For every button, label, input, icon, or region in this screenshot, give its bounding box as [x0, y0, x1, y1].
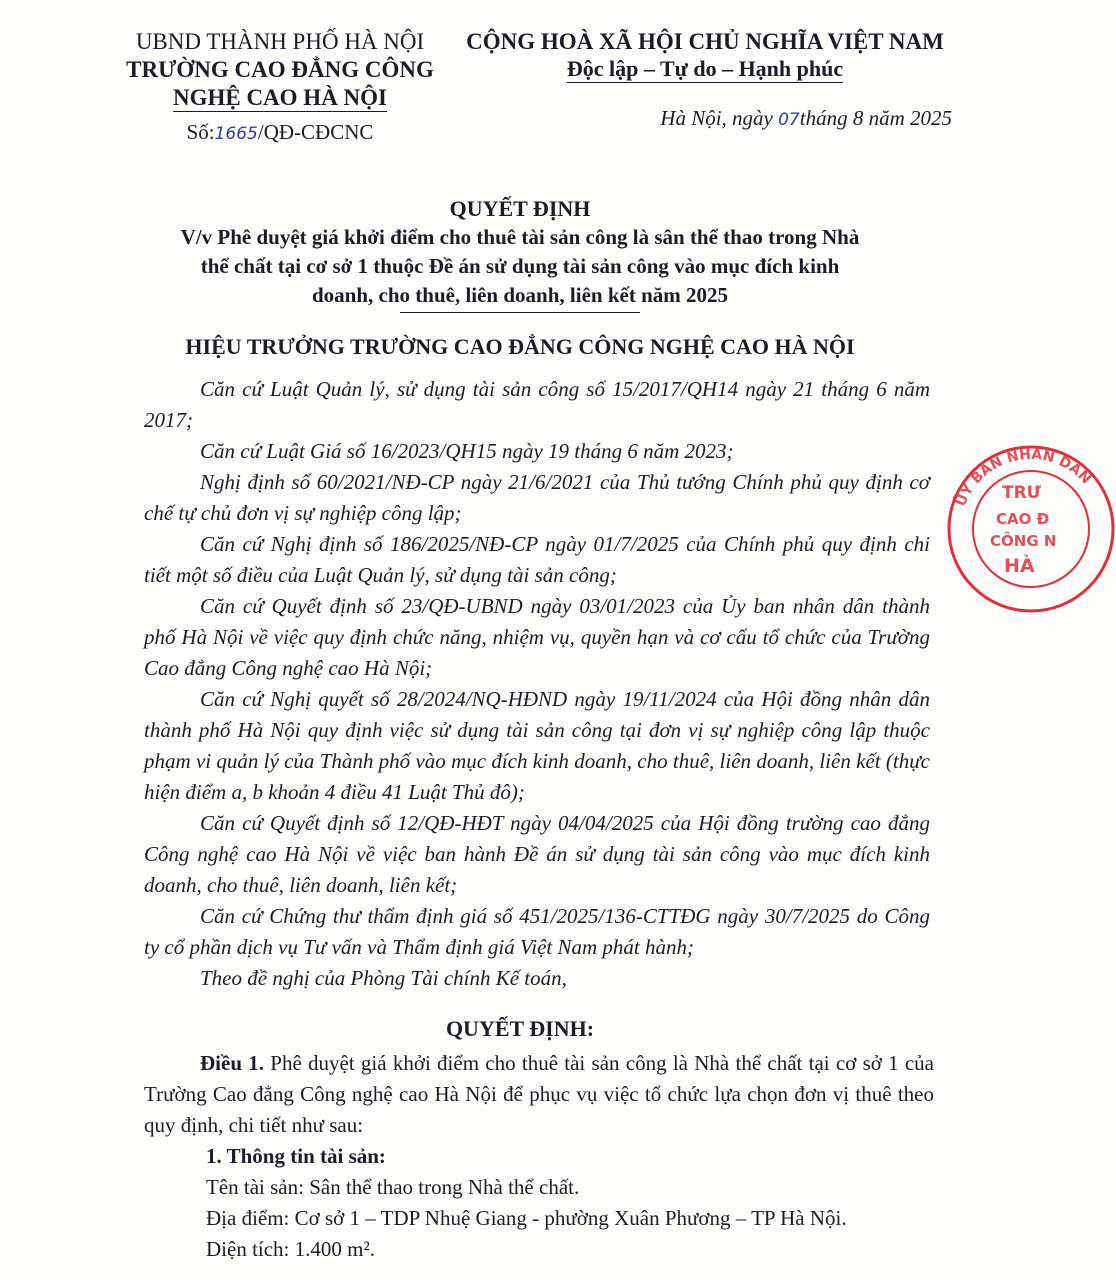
nation-name: CỘNG HOÀ XÃ HỘI CHỦ NGHĨA VIỆT NAM	[466, 29, 944, 54]
agency-name: UBND THÀNH PHỐ HÀ NỘI	[135, 29, 425, 54]
document-type: QUYẾT ĐỊNH	[449, 196, 591, 221]
decides-heading: QUYẾT ĐỊNH:	[445, 1016, 595, 1041]
asset-area: Diện tích: 1.400 m².	[206, 1237, 376, 1261]
section-1-heading: 1. Thông tin tài sản:	[206, 1144, 386, 1168]
doc-no-handwritten: 1665	[214, 124, 258, 144]
basis-item: Căn cứ Luật Giá số 16/2023/QH15 ngày 19 tháng 6 năm 2023;	[200, 439, 734, 463]
doc-no-prefix: Số:	[186, 120, 215, 144]
basis-item: Nghị định số 60/2021/NĐ-CP ngày 21/6/2021 của Thủ tướng Chính phủ quy định cơ chế tự chủ đơn vị sự nghiệp công lập;	[144, 470, 930, 525]
national-motto: Độc lập – Tự do – Hạnh phúc	[566, 56, 844, 81]
asset-name: Tên tài sản: Sân thể thao trong Nhà thể chất.	[206, 1175, 580, 1199]
subject-line-3: doanh, cho thuê, liên doanh, liên kết năm 2025	[311, 283, 728, 307]
subject-line-2: thể chất tại cơ sở 1 thuộc Đề án sử dụng tài sản công vào mục đích kinh	[200, 254, 840, 278]
basis-item: Theo đề nghị của Phòng Tài chính Kế toán,	[200, 966, 567, 990]
subject-line-1: V/v Phê duyệt giá khởi điểm cho thuê tài sản công là sân thể thao trong Nhà	[180, 225, 860, 249]
issuing-agency-block	[110, 28, 450, 148]
subject-underline	[400, 312, 640, 313]
date-day-handwritten: 07	[778, 110, 800, 130]
basis-item: Căn cứ Chứng thư thẩm định giá số 451/2025/136-CTTĐG ngày 30/7/2025 do Công ty cổ phần dịch vụ Tư vấn và Thẩm định giá Việt Nam phát hành;	[144, 904, 930, 959]
basis-item: Căn cứ Nghị định số 186/2025/NĐ-CP ngày 01/7/2025 của Chính phủ quy định chi tiết một số điều của Luật Quản lý, sử dụng tài sản công;	[144, 532, 930, 587]
national-header-block	[450, 28, 960, 134]
date-suffix: tháng 8 năm 2025	[799, 106, 952, 130]
place-date	[450, 104, 960, 134]
basis-item: Căn cứ Luật Quản lý, sử dụng tài sản công số 15/2017/QH14 ngày 21 tháng 6 năm 2017;	[144, 377, 930, 432]
seal-center-line-2: CAO Đ	[996, 510, 1050, 528]
asset-location: Địa điểm: Cơ sở 1 – TDP Nhuệ Giang - phường Xuân Phương – TP Hà Nội.	[206, 1206, 847, 1230]
article-1-text: Phê duyệt giá khởi điểm cho thuê tài sản công là Nhà thể chất tại cơ sở 1 của Trường Cao đẳng Công nghệ cao Hà Nội để phục vụ việc tổ chức lựa chọn đơn vị thuê theo quy định, chi tiết như sau:	[144, 1051, 934, 1137]
doc-no-suffix: /QĐ-CĐCNC	[257, 120, 374, 144]
issuing-authority: HIỆU TRƯỞNG TRƯỜNG CAO ĐẲNG CÔNG NGHỆ CAO HÀ NỘI	[185, 334, 855, 359]
seal-center-line-1: TRƯ	[1002, 483, 1041, 503]
decision-title-block	[120, 194, 920, 313]
document-number	[110, 118, 450, 148]
seal-ring-text: ỦY BAN NHÂN DÂN	[953, 446, 1094, 509]
basis-item: Căn cứ Quyết định số 12/QĐ-HĐT ngày 04/04/2025 của Hội đồng trường cao đẳng Công nghệ cao Hà Nội về việc ban hành Đề án sử dụng tài sản công vào mục đích kinh doanh, cho thuê, liên doanh, liên kết;	[144, 811, 930, 897]
article-1-body	[144, 1048, 934, 1141]
seal-center-line-3: CÔNG N	[990, 532, 1057, 550]
date-prefix: Hà Nội, ngày	[660, 106, 773, 130]
legal-basis	[144, 374, 930, 994]
article-1-label: Điều 1.	[200, 1051, 265, 1075]
article-1	[144, 1048, 934, 1265]
basis-item: Căn cứ Quyết định số 23/QĐ-UBND ngày 03/01/2023 của Ủy ban nhân dân thành phố Hà Nội về việc quy định chức năng, nhiệm vụ, quyền hạn và cơ cấu tổ chức của Trường Cao đẳng Công nghệ cao Hà Nội;	[144, 594, 930, 680]
seal-center-line-4: HÀ	[1004, 555, 1035, 577]
school-name-line2: NGHỆ CAO HÀ NỘI	[172, 85, 388, 110]
basis-item: Căn cứ Nghị quyết số 28/2024/NQ-HĐND ngày 19/11/2024 của Hội đồng nhân dân thành phố Hà Nội quy định việc sử dụng tài sản công tại đơn vị sự nghiệp công lập thuộc phạm vi quản lý của Thành phố vào mục đích kinh doanh, cho thuê, liên doanh, liên kết (thực hiện điểm a, b khoản 4 điều 41 Luật Thủ đô);	[144, 687, 930, 804]
red-seal-stamp	[946, 444, 1116, 614]
school-name-line1: TRƯỜNG CAO ĐẲNG CÔNG	[126, 57, 434, 82]
